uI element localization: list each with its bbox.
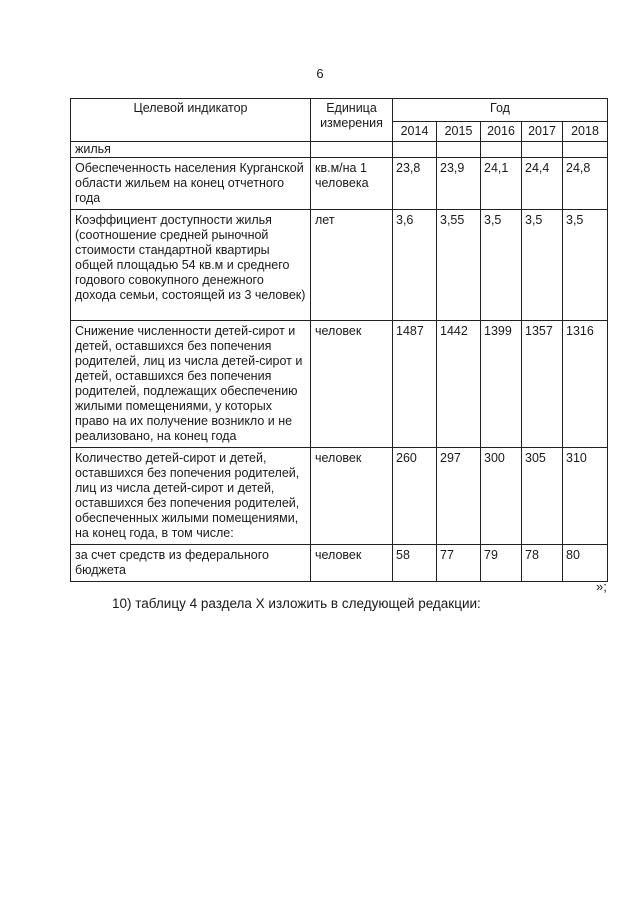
- table-row: [71, 158, 608, 210]
- header-year-2017: 2017: [522, 122, 563, 142]
- header-row-1: [71, 99, 608, 122]
- table-row: [71, 321, 608, 448]
- indicator-cell: Снижение численности детей-сирот и детей, оставшихся без попечения родителей, лиц из числа детей-сирот и детей, оставшихся без попечения родителей, подлежащих обеспечению жилыми помещениями, у которых право на их получение возникло и не реализовано, на конец года: [71, 321, 311, 448]
- value-2016: 3,5: [481, 210, 522, 321]
- header-year-2016: 2016: [481, 122, 522, 142]
- value-2018: 3,5: [563, 210, 608, 321]
- table-row: [71, 210, 608, 321]
- value-2017: 24,4: [522, 158, 563, 210]
- value-2017: 305: [522, 448, 563, 545]
- value-2015: 297: [437, 448, 481, 545]
- header-indicator: Целевой индикатор: [71, 99, 311, 142]
- value-2017: 1357: [522, 321, 563, 448]
- value-2018: 1316: [563, 321, 608, 448]
- instruction-text: 10) таблицу 4 раздела X изложить в следующей редакции:: [112, 596, 481, 611]
- target-indicators-table: [70, 98, 608, 582]
- value-2015: 77: [437, 545, 481, 582]
- value-2016: 24,1: [481, 158, 522, 210]
- value-2014: 260: [393, 448, 437, 545]
- continuation-row: [71, 142, 608, 158]
- header-year-2014: 2014: [393, 122, 437, 142]
- indicator-cell: за счет средств из федерального бюджета: [71, 545, 311, 582]
- indicator-cell: Коэффициент доступности жилья (соотношение средней рыночной стоимости стандартной квартиры общей площадью 54 кв.м и среднего годового совокупного денежного дохода семьи, состоящей из 3 человек): [71, 210, 311, 321]
- value-2014: 23,8: [393, 158, 437, 210]
- value-2017: 78: [522, 545, 563, 582]
- closing-quote: »;: [596, 579, 607, 594]
- value-2016: 79: [481, 545, 522, 582]
- table-row: [71, 448, 608, 545]
- value-2014: 1487: [393, 321, 437, 448]
- page-number: 6: [316, 66, 324, 81]
- unit-cell: человек: [311, 321, 393, 448]
- table-row: [71, 545, 608, 582]
- unit-cell: кв.м/на 1 человека: [311, 158, 393, 210]
- header-year-group: Год: [393, 99, 608, 122]
- value-2014: 58: [393, 545, 437, 582]
- value-2018: 24,8: [563, 158, 608, 210]
- value-2016: 1399: [481, 321, 522, 448]
- value-2014: 3,6: [393, 210, 437, 321]
- indicator-cell: Обеспеченность населения Курганской области жильем на конец отчетного года: [71, 158, 311, 210]
- unit-cell: человек: [311, 545, 393, 582]
- value-2018: 310: [563, 448, 608, 545]
- unit-cell: человек: [311, 448, 393, 545]
- header-year-2018: 2018: [563, 122, 608, 142]
- value-2018: 80: [563, 545, 608, 582]
- value-2017: 3,5: [522, 210, 563, 321]
- unit-cell: лет: [311, 210, 393, 321]
- indicator-cell: Количество детей-сирот и детей, оставшихся без попечения родителей, лиц из числа детей-сирот и детей, оставшихся без попечения родителей, обеспеченных жилыми помещениями, на конец года, в том числе:: [71, 448, 311, 545]
- value-2015: 23,9: [437, 158, 481, 210]
- value-2016: 300: [481, 448, 522, 545]
- continuation-text: жилья: [71, 142, 311, 158]
- header-year-2015: 2015: [437, 122, 481, 142]
- value-2015: 3,55: [437, 210, 481, 321]
- value-2015: 1442: [437, 321, 481, 448]
- header-unit: Единица измерения: [311, 99, 393, 142]
